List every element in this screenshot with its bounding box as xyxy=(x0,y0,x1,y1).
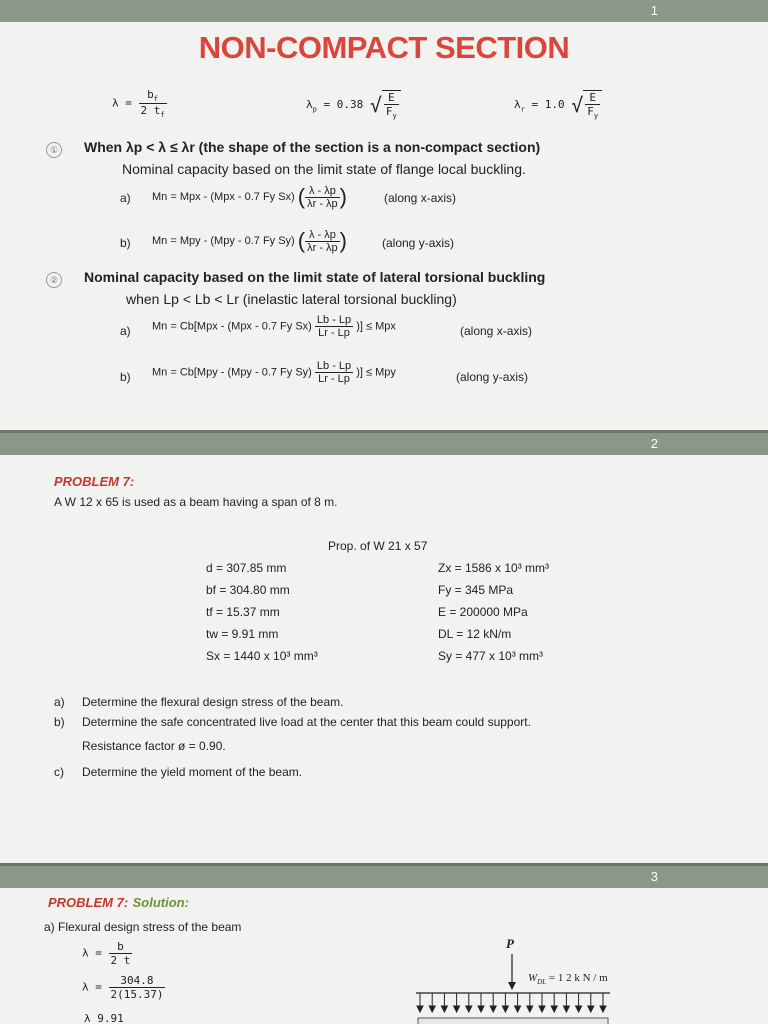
udl-arrow-head xyxy=(527,1006,533,1012)
udl-arrow-head xyxy=(441,1006,447,1012)
lambda-r-lhs-sub: r xyxy=(520,105,525,114)
prop-fy: Fy = 345 MPa xyxy=(438,583,514,597)
dead-load-w: W xyxy=(528,972,538,984)
slide-title: NON-COMPACT SECTION xyxy=(198,30,570,65)
case-2-a-label: a) xyxy=(120,324,131,338)
props-left xyxy=(206,557,318,667)
case-1-subheading: Nominal capacity based on the limit state of flange local buckling. xyxy=(122,161,526,177)
problem-title: PROBLEM 7: xyxy=(48,895,129,910)
page-number: 3 xyxy=(650,869,658,884)
case-1-b-den: λr - λp xyxy=(307,241,338,254)
udl-arrow-head xyxy=(539,1006,545,1012)
case-2-b-tail: )] ≤ Mpy xyxy=(356,366,396,379)
resistance-factor xyxy=(54,739,226,753)
prop-tw: tw = 9.91 mm xyxy=(206,627,279,641)
calc-line-3: λ 9.91 xyxy=(84,1012,124,1024)
calc2-lhs: λ = xyxy=(82,980,102,994)
case-2-subheading: when Lp < Lb < Lr (inelastic lateral torsional buckling) xyxy=(126,291,457,307)
case-1-b-num: λ - λp xyxy=(305,229,340,242)
case-2-a-equation xyxy=(152,314,396,339)
udl-arrow-head xyxy=(563,1006,569,1012)
distributed-load-arrows xyxy=(417,993,606,1012)
lambda-r-lhs: λ xyxy=(514,98,521,112)
lambda-num-sub: f xyxy=(153,95,158,104)
case-1-a-label: a) xyxy=(120,191,131,205)
udl-arrow-head xyxy=(417,1006,423,1012)
prop-sy: Sy = 477 x 10³ mm³ xyxy=(438,649,544,663)
question-b xyxy=(54,715,531,729)
case-1-heading: When λp < λ ≤ λr (the shape of the section is a non-compact section) xyxy=(84,139,541,155)
slide-2 xyxy=(0,433,768,863)
calc2-den: 2(15.37) xyxy=(110,988,164,1001)
part-a-heading: a) Flexural design stress of the beam xyxy=(44,920,242,934)
page-number: 1 xyxy=(650,3,658,18)
question-c-label: c) xyxy=(54,765,64,779)
calc2-num: 304.8 xyxy=(109,974,166,988)
slide-1-header-bar xyxy=(0,0,768,22)
question-a-label: a) xyxy=(54,695,65,709)
question-b-text: Determine the safe concentrated live load at the center that this beam could support. xyxy=(82,715,531,729)
point-load-label: P xyxy=(506,936,514,951)
case-2-b-eq: Mn = Cb[Mpy - (Mpy - 0.7 Fy Sy) xyxy=(152,366,312,379)
case-1-a-eq: Mn = Mpx - (Mpx - 0.7 Fy Sx) xyxy=(152,190,295,203)
udl-arrow-head xyxy=(515,1006,521,1012)
problem-statement: A W 12 x 65 is used as a beam having a span of 8 m. xyxy=(54,495,338,509)
lambda-r-rhs: = 1.0 xyxy=(531,98,565,112)
case-1-b-equation: Mn = Mpy - (Mpy - 0.7 Fy Sy) ( $\frac{\lambda - \lambda p}{\lambda r - \lambda p}$ ) xyxy=(152,228,347,254)
lambda-p-root-den-sub: y xyxy=(392,112,397,121)
calc1-den: 2 t xyxy=(110,954,131,967)
calc-line-1 xyxy=(82,940,132,967)
case-2-b-den: Lr - Lp xyxy=(318,373,350,385)
case-1-b-note: (along y-axis) xyxy=(382,236,455,250)
udl-arrow-head xyxy=(502,1006,508,1012)
udl-arrow-head xyxy=(576,1006,582,1012)
slide-3 xyxy=(0,866,768,1024)
lambda-fraction xyxy=(139,88,167,119)
lambda-den: 2 t xyxy=(140,104,161,118)
case-2-heading: Nominal capacity based on the limit state of lateral torsional buckling xyxy=(84,269,546,285)
lambda-p-root-num: E xyxy=(384,91,399,105)
lambda-den-sub: f xyxy=(160,111,165,120)
question-b-label: b) xyxy=(54,715,65,729)
beam xyxy=(418,1018,608,1024)
udl-arrow-head xyxy=(478,1006,484,1012)
prop-bf: bf = 304.80 mm xyxy=(206,583,290,597)
case-2-b-label: b) xyxy=(120,370,131,384)
prop-sx: Sx = 1440 x 10³ mm³ xyxy=(206,649,318,663)
udl-arrow-head xyxy=(588,1006,594,1012)
dead-load-value: = 1 2 k N / m xyxy=(548,972,608,984)
question-a xyxy=(54,695,343,709)
lambda-r-root-num: E xyxy=(585,91,600,105)
prop-e: E = 200000 MPa xyxy=(438,605,528,619)
lambda-p-lhs-sub: p xyxy=(312,105,317,114)
page-number: 2 xyxy=(650,436,658,451)
case-2-a-den: Lr - Lp xyxy=(318,327,350,339)
lambda-num: b xyxy=(147,88,154,101)
case-2-a-tail: )] ≤ Mpx xyxy=(356,320,396,333)
props-title: Prop. of W 21 x 57 xyxy=(328,539,428,553)
case-1-a-equation: Mn = Mpx - (Mpx - 0.7 Fy Sx) ( $\frac{\lambda - \lambda p}{\lambda r - \lambda p}$ ) xyxy=(152,184,347,210)
calc1-num: b xyxy=(109,940,133,954)
dead-load-sub: DL xyxy=(537,978,547,987)
udl-arrow-head xyxy=(466,1006,472,1012)
lambda-r-root-den-sub: y xyxy=(593,112,599,121)
udl-arrow-head xyxy=(551,1006,557,1012)
case-2-a-note: (along x-axis) xyxy=(460,324,533,338)
beam-load-diagram xyxy=(410,954,620,1024)
case-1-a-den: λr - λp xyxy=(307,197,338,210)
solution-label: Solution: xyxy=(132,895,189,910)
problem-title: PROBLEM 7: xyxy=(54,474,135,489)
lambda-r-root-den: F xyxy=(587,105,594,118)
lambda-r-formula: $\lambda_r = 1.0$ √ $\frac{E}{F_y}$ xyxy=(514,90,602,120)
calc1-lhs: λ = xyxy=(82,946,102,960)
question-c-text: Determine the yield moment of the beam. xyxy=(82,765,303,779)
slide-3-header-bar xyxy=(0,866,768,888)
case-2-b-note: (along y-axis) xyxy=(456,370,529,384)
case-2-a-num: Lb - Lp xyxy=(316,314,352,326)
case-2-b-num: Lb - Lp xyxy=(316,360,352,372)
question-c xyxy=(54,765,302,779)
udl-arrow-head xyxy=(490,1006,496,1012)
udl-arrow-head xyxy=(429,1006,435,1012)
solution-heading xyxy=(48,894,189,912)
case-2-a-eq: Mn = Cb[Mpx - (Mpx - 0.7 Fy Sx) xyxy=(152,320,312,333)
calc-line-2 xyxy=(82,974,165,1001)
lambda-lhs: λ = xyxy=(112,96,132,110)
lambda-formula xyxy=(112,88,167,119)
case-1-a-num: λ - λp xyxy=(305,185,340,198)
prop-tf: tf = 15.37 mm xyxy=(206,605,280,619)
prop-dl: DL = 12 kN/m xyxy=(438,627,512,641)
case-1-b-eq: Mn = Mpy - (Mpy - 0.7 Fy Sy) xyxy=(152,234,295,247)
case-2-marker: ② xyxy=(46,270,62,288)
resistance-text: Resistance factor ø = 0.90. xyxy=(82,739,226,753)
point-load-arrow-head xyxy=(508,982,516,990)
lambda-p-root-den: F xyxy=(385,105,393,118)
case-2-b-equation xyxy=(152,360,396,385)
case-1-a-note: (along x-axis) xyxy=(384,191,457,205)
case-1-marker: ① xyxy=(46,140,62,158)
props-right xyxy=(438,557,549,667)
udl-arrow-head xyxy=(600,1006,606,1012)
lambda-p-formula: $\lambda_p = 0.38$ √ $\frac{E}{F_y}$ xyxy=(306,90,401,120)
slide-1 xyxy=(0,0,768,430)
lambda-p-lhs: λ xyxy=(306,98,313,112)
lambda-p-rhs: = 0.38 xyxy=(323,98,364,112)
udl-arrow-head xyxy=(454,1006,460,1012)
question-a-text: Determine the flexural design stress of the beam. xyxy=(82,695,344,709)
case-1-b-label: b) xyxy=(120,236,131,250)
slide-2-header-bar xyxy=(0,433,768,455)
prop-d: d = 307.85 mm xyxy=(206,561,287,575)
prop-zx: Zx = 1586 x 10³ mm³ xyxy=(438,561,550,575)
